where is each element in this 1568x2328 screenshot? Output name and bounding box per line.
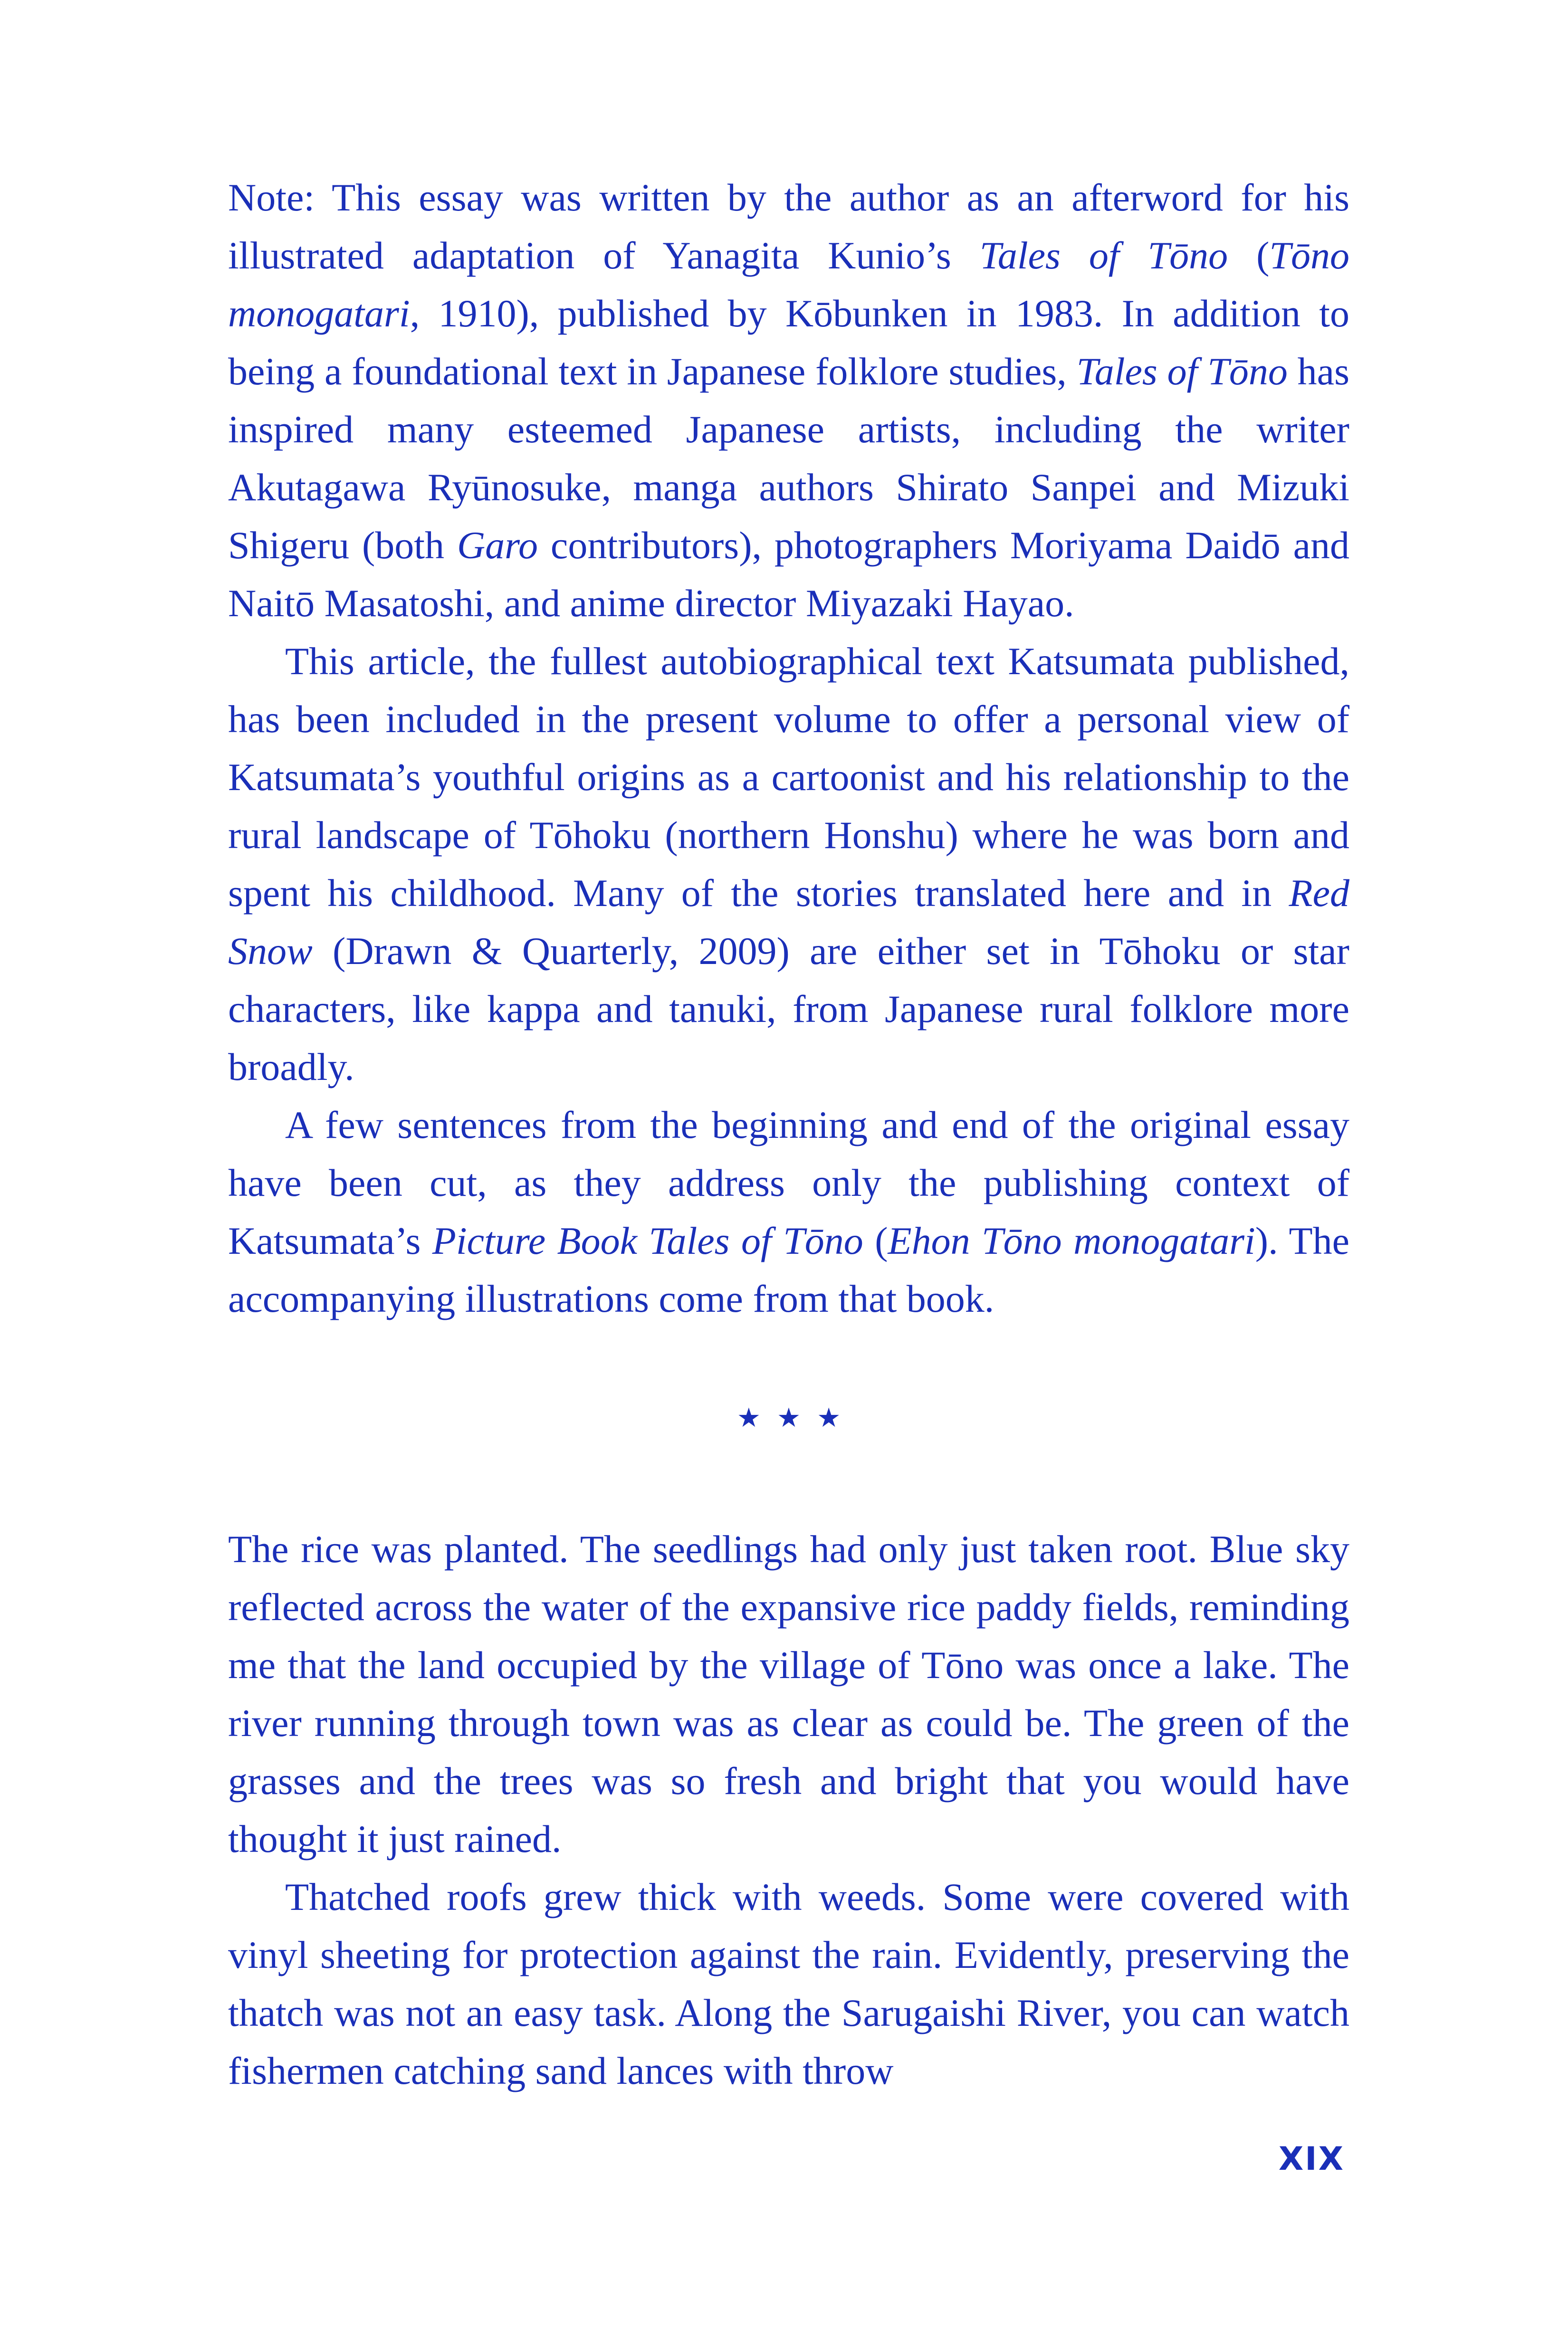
note-p1-text-1: Note: This essay was written by the author as an afterword for his illustrated adaptation of Yanagita Kunio’s: [228, 176, 1349, 277]
note-paragraph-2: [228, 632, 1349, 1096]
note-p1-italic-tales-of-tono: Tales of Tōno: [979, 234, 1228, 277]
note-p3-text-3: ). The accompanying illustrations come from that book.: [228, 1219, 1350, 1320]
note-p3-italic-ehon-tono: Ehon Tōno monogatari: [888, 1219, 1255, 1262]
note-paragraph-3: [228, 1096, 1349, 1328]
note-p1-italic-tales-of-tono-2: Tales of Tōno: [1076, 350, 1288, 393]
note-paragraph-1: [228, 169, 1349, 632]
essay-paragraph-1: The rice was planted. The seedlings had only just taken root. Blue sky reflected across the water of the expansive rice paddy fields, reminding me that the land occupied by the village of Tōno was once a lake. The river running through town was as clear as could be. The green of the grasses and the trees was so fresh and bright that you would have thought it just rained.: [228, 1527, 1349, 1860]
note-p1-text-2: (: [1228, 234, 1270, 277]
note-p3-text-1: A few sentences from the beginning and end of the original essay have been cut, as they address only the publishing context of Katsumata’s: [228, 1103, 1349, 1262]
note-p3-text-2: (: [863, 1219, 888, 1262]
note-p1-text-3: , 1910), published by Kōbunken in 1983. In addition to being a foundational text in Japanese folklore studies,: [228, 292, 1349, 393]
section-break-stars: ★★★: [736, 1403, 857, 1433]
note-p1-text-4: has inspired many esteemed Japanese artists, including the writer Akutagawa Ryūnosuke, manga authors Shirato Sanpei and Mizuki Shigeru (both: [228, 350, 1349, 567]
page-body: [228, 169, 1349, 2100]
page-number: XIX: [1278, 2140, 1345, 2178]
note-p2-text-2: (Drawn & Quarterly, 2009) are either set in Tōhoku or star characters, like kappa and tanuki, from Japanese rural folklore more broadly.: [228, 929, 1349, 1088]
essay-paragraph-2: Thatched roofs grew thick with weeds. Some were covered with vinyl sheeting for protection against the rain. Evidently, preserving the thatch was not an easy task. Along the Sarugaishi River, you can watch fishermen catching sand lances with throw: [228, 1875, 1349, 2092]
note-p1-italic-garo: Garo: [457, 524, 538, 567]
note-p1-text-5: contributors), photographers Moriyama Daidō and Naitō Masatoshi, and anime director Miyazaki Hayao.: [228, 524, 1349, 625]
note-p3-italic-picture-book: Picture Book Tales of Tōno: [432, 1219, 863, 1262]
note-p1-italic-tono-monogatari: Tōno monogatari: [228, 234, 1349, 335]
note-p2-text-1: This article, the fullest autobiographical text Katsumata published, has been included in the present volume to offer a personal view of Katsumata’s youthful origins as a cartoonist and his relationship to the rural landscape of Tōhoku (northern Honshu) where he was born and spent his childhood. Many of the stories translated here and in: [228, 639, 1349, 915]
note-p2-italic-red-snow: Red Snow: [228, 871, 1349, 973]
